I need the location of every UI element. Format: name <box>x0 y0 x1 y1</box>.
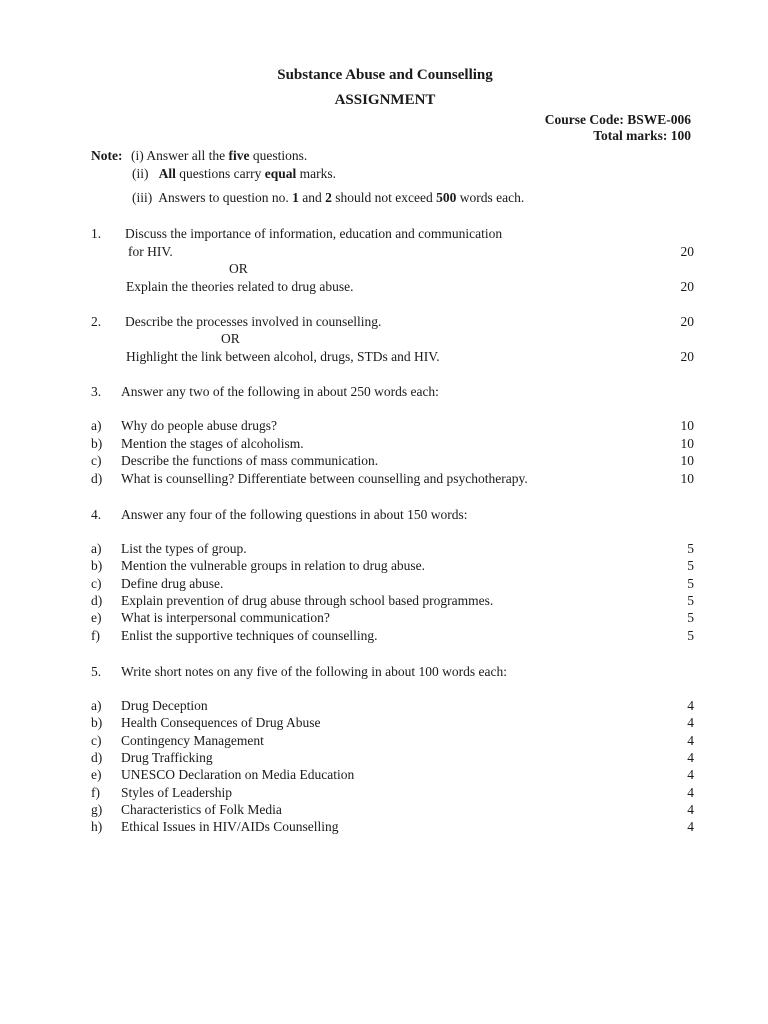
item-label: b) <box>91 435 103 451</box>
sub-question-item <box>91 541 694 558</box>
item-label: f) <box>91 627 100 643</box>
marks: 10 <box>680 418 694 433</box>
marks: 4 <box>687 715 694 731</box>
document-subtitle: ASSIGNMENT <box>334 92 436 108</box>
item-label: b) <box>91 558 103 574</box>
note-line-3 <box>91 190 694 207</box>
note-1: (i) Answer all the five questions. <box>131 148 308 163</box>
sub-question-item <box>91 471 694 488</box>
marks: 4 <box>687 767 694 783</box>
item-label: d) <box>91 470 103 486</box>
sub-question-item <box>91 767 694 784</box>
course-code: Course Code: BSWE-006 <box>544 112 691 127</box>
item-label: c) <box>91 732 102 748</box>
item-text: Mention the stages of alcoholism. <box>121 435 304 451</box>
sub-question-item <box>91 628 694 645</box>
marks: 4 <box>687 801 694 817</box>
item-label: a) <box>91 698 102 713</box>
item-text: Explain prevention of drug abuse through school based programmes. <box>121 592 494 608</box>
item-text: UNESCO Declaration on Media Education <box>121 767 355 783</box>
item-text: Contingency Management <box>121 732 264 748</box>
document-title: Substance Abuse and Counselling <box>277 67 493 83</box>
item-text: What is counselling? Differentiate between counselling and psychotherapy. <box>121 470 528 486</box>
marks: 20 <box>680 314 694 329</box>
marks: 4 <box>687 784 694 800</box>
sub-question-item <box>91 733 694 750</box>
sub-question-item <box>91 698 694 715</box>
sub-question-item <box>91 576 694 593</box>
item-label: a) <box>91 541 102 556</box>
note-label: Note: <box>91 148 123 163</box>
item-label: d) <box>91 749 103 765</box>
marks: 5 <box>687 592 694 608</box>
marks: 5 <box>687 610 694 626</box>
sub-question-item <box>91 610 694 627</box>
sub-question-item <box>91 819 694 836</box>
marks: 20 <box>680 279 694 294</box>
item-text: What is interpersonal communication? <box>121 610 330 626</box>
sub-question-item <box>91 802 694 819</box>
item-label: b) <box>91 715 103 731</box>
note-3: (iii) Answers to question no. 1 and 2 should not exceed 500 words each. <box>132 190 525 205</box>
note-line-2 <box>91 166 694 183</box>
item-text: Enlist the supportive techniques of counselling. <box>121 627 378 643</box>
or-separator: OR <box>229 261 248 276</box>
marks: 5 <box>687 575 694 591</box>
sub-question-item <box>91 593 694 610</box>
sub-question-item <box>91 418 694 435</box>
marks: 5 <box>687 558 694 574</box>
marks: 20 <box>680 349 694 364</box>
item-label: a) <box>91 418 102 433</box>
question-1-alt: Explain the theories related to drug abuse. 20 <box>126 279 694 294</box>
question-2: 2. Describe the processes involved in counselling. 20 <box>91 314 694 329</box>
note-line-1 <box>91 148 694 165</box>
item-label: f) <box>91 784 100 800</box>
question-3: 3. Answer any two of the following in about 250 words each: <box>91 384 439 399</box>
item-text: Health Consequences of Drug Abuse <box>121 715 321 731</box>
item-text: Styles of Leadership <box>121 784 232 800</box>
marks: 5 <box>687 541 694 556</box>
item-label: e) <box>91 610 102 626</box>
or-separator: OR <box>221 331 240 346</box>
item-label: e) <box>91 767 102 783</box>
marks: 5 <box>687 627 694 643</box>
item-text: Ethical Issues in HIV/AIDs Counselling <box>121 819 339 835</box>
item-text: Drug Trafficking <box>121 749 213 765</box>
marks: 4 <box>687 732 694 748</box>
marks: 10 <box>680 470 694 486</box>
item-label: g) <box>91 801 103 817</box>
marks: 20 <box>680 244 694 259</box>
marks: 10 <box>680 435 694 451</box>
sub-question-item <box>91 785 694 802</box>
item-text: Characteristics of Folk Media <box>121 801 282 817</box>
sub-question-item <box>91 558 694 575</box>
question-1-cont: for HIV. 20 <box>128 244 694 259</box>
total-marks: Total marks: 100 <box>593 128 691 143</box>
question-5: 5. Write short notes on any five of the following in about 100 words each: <box>91 664 507 679</box>
marks: 4 <box>687 749 694 765</box>
sub-question-item <box>91 750 694 767</box>
item-label: h) <box>91 819 103 835</box>
item-text: Define drug abuse. <box>121 575 224 591</box>
item-label: d) <box>91 592 103 608</box>
marks: 4 <box>687 819 694 835</box>
note-2: (ii) All questions carry equal marks. <box>132 166 337 181</box>
item-text: Mention the vulnerable groups in relation to drug abuse. <box>121 558 426 574</box>
question-4: 4. Answer any four of the following questions in about 150 words: <box>91 507 468 522</box>
item-text: Describe the functions of mass communication. <box>121 453 379 468</box>
question-1: 1. Discuss the importance of information, education and communication <box>91 226 503 241</box>
sub-question-item <box>91 453 694 470</box>
marks: 10 <box>680 453 694 468</box>
item-label: c) <box>91 575 102 591</box>
item-text: Drug Deception <box>121 698 208 713</box>
sub-question-item <box>91 715 694 732</box>
marks: 4 <box>687 698 694 713</box>
sub-question-item <box>91 436 694 453</box>
item-text: List the types of group. <box>121 541 247 556</box>
item-label: c) <box>91 453 102 468</box>
question-2-alt: Highlight the link between alcohol, drugs, STDs and HIV. 20 <box>126 349 694 364</box>
item-text: Why do people abuse drugs? <box>121 418 277 433</box>
